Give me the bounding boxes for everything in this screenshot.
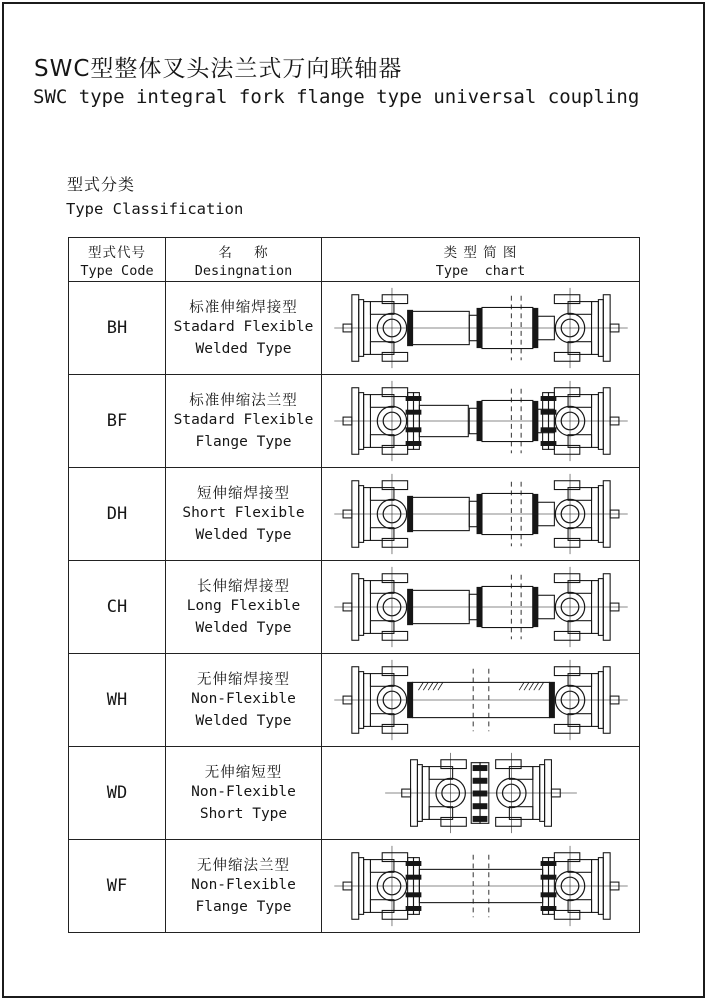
- table-row: [69, 654, 640, 747]
- table-row: [69, 561, 640, 654]
- designation-zh: 无伸缩短型: [204, 765, 283, 782]
- coupling-drawing: [324, 283, 638, 373]
- designation-cell: [166, 747, 322, 840]
- designation-zh: 标准伸缩法兰型: [189, 393, 298, 410]
- designation-en2: Flange Type: [195, 433, 292, 450]
- designation-cell: [166, 468, 322, 561]
- designation-en1: Short Flexible: [182, 505, 305, 522]
- type-code-cell: BF: [69, 375, 166, 468]
- designation-cell: [166, 282, 322, 375]
- type-classification-table: [68, 237, 640, 933]
- designation-en1: Stadard Flexible: [173, 319, 314, 336]
- designation-en1: Non-Flexible: [191, 784, 296, 801]
- designation-en1: Stadard Flexible: [173, 412, 314, 429]
- coupling-drawing: [324, 376, 638, 466]
- doc-title-zh: SWC型整体叉头法兰式万向联轴器: [34, 56, 403, 82]
- table-row: [69, 840, 640, 933]
- designation-en2: Welded Type: [195, 619, 292, 636]
- designation-en1: Non-Flexible: [191, 691, 296, 708]
- type-code-cell: WD: [69, 747, 166, 840]
- designation-en1: Long Flexible: [186, 598, 301, 615]
- designation-zh: 长伸缩焊接型: [197, 579, 290, 596]
- header-type-chart-zh: 类 型 简 图: [443, 244, 518, 261]
- doc-title-en: SWC type integral fork flange type universal coupling: [33, 86, 640, 108]
- designation-en2: Short Type: [199, 805, 288, 822]
- table-row: [69, 747, 640, 840]
- designation-zh: 无伸缩焊接型: [197, 672, 290, 689]
- section-title-zh: 型式分类: [67, 175, 136, 194]
- section-title-en: Type Classification: [66, 200, 244, 218]
- type-code-cell: BH: [69, 282, 166, 375]
- type-chart-cell: [322, 282, 640, 375]
- type-chart-cell: [322, 561, 640, 654]
- designation-zh: 无伸缩法兰型: [197, 858, 290, 875]
- type-code-cell: DH: [69, 468, 166, 561]
- table-row: [69, 375, 640, 468]
- type-chart-cell: [322, 468, 640, 561]
- header-type-code-en: Type Code: [80, 262, 154, 279]
- type-chart-cell: [322, 840, 640, 933]
- designation-en2: Welded Type: [195, 526, 292, 543]
- type-chart-cell: [322, 375, 640, 468]
- type-code-cell: CH: [69, 561, 166, 654]
- type-chart-cell: [322, 654, 640, 747]
- header-designation: [166, 238, 322, 282]
- designation-en1: Non-Flexible: [191, 877, 296, 894]
- designation-en2: Welded Type: [195, 340, 292, 357]
- header-designation-zh: 名 称: [218, 244, 269, 261]
- type-code-cell: WH: [69, 654, 166, 747]
- header-type-chart-en: Type chart: [435, 262, 526, 279]
- table-row: [69, 282, 640, 375]
- header-type-chart: [322, 238, 640, 282]
- coupling-drawing: [324, 655, 638, 745]
- coupling-drawing: [324, 469, 638, 559]
- table-row: [69, 468, 640, 561]
- designation-cell: [166, 375, 322, 468]
- type-chart-cell: [322, 747, 640, 840]
- coupling-drawing: [324, 841, 638, 931]
- designation-cell: [166, 561, 322, 654]
- designation-en2: Flange Type: [195, 898, 292, 915]
- type-code-cell: WF: [69, 840, 166, 933]
- designation-en2: Welded Type: [195, 712, 292, 729]
- header-type-code-zh: 型式代号: [88, 244, 146, 261]
- header-designation-en: Desingnation: [194, 262, 293, 279]
- coupling-drawing: [324, 748, 638, 838]
- designation-cell: [166, 654, 322, 747]
- designation-zh: 短伸缩焊接型: [197, 486, 290, 503]
- designation-zh: 标准伸缩焊接型: [189, 300, 298, 317]
- designation-cell: [166, 840, 322, 933]
- header-type-code: [69, 238, 166, 282]
- coupling-drawing: [324, 562, 638, 652]
